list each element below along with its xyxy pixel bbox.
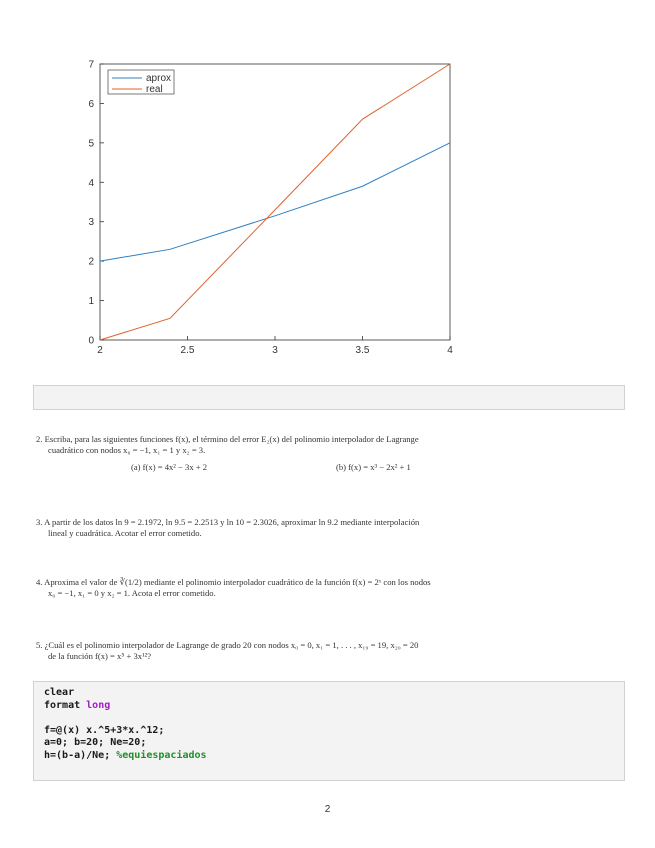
exercise-2-item-a: (a) f(x) = 4x² − 3x + 2: [131, 462, 208, 472]
code-cell[interactable]: [33, 681, 625, 781]
code-line-5: a=0; b=20; Ne=20;: [44, 737, 147, 748]
exercise-2: [36, 434, 596, 473]
exercise-5-line2: de la función f(x) = x⁵ + 3x¹²?: [48, 651, 152, 661]
y-tick-label: 2: [88, 256, 94, 268]
exercise-5: [36, 640, 596, 662]
code-format-arg: long: [86, 699, 111, 711]
code-line-6-code: h=(b-a)/Ne;: [44, 749, 117, 761]
y-tick-label: 5: [88, 138, 94, 150]
exercise-4: [36, 577, 596, 599]
y-tick-label: 4: [88, 177, 94, 189]
x-tick-label: 4: [447, 345, 453, 356]
plot-axes-box: [100, 64, 450, 340]
y-tick-label: 0: [88, 335, 94, 347]
page-number: 2: [324, 804, 331, 815]
code-line-1: clear: [44, 687, 75, 698]
x-tick-label: 2: [97, 345, 103, 356]
exercise-5-line1: 5. ¿Cuál es el polinomio interpolador de Lagrange de grado 20 con nodos x₀ = 0, x₁ = 1, . . . , x₁₉ = 19, x₂₀ = 20: [36, 640, 419, 650]
code-line-3: [44, 712, 614, 725]
y-tick-label: 3: [88, 217, 94, 229]
code-comment: %equiespaciados: [116, 749, 207, 761]
legend-label-aprox: aprox: [146, 73, 172, 84]
empty-output-cell[interactable]: [33, 385, 625, 410]
legend: [108, 70, 174, 95]
y-tick-label: 7: [88, 59, 94, 71]
code-line-4: f=@(x) x.^5+3*x.^12;: [44, 724, 165, 736]
exercise-4-line2: x₀ = −1, x₁ = 0 y x₂ = 1. Acota el error cometido.: [48, 588, 216, 598]
x-tick-label: 2.5: [180, 345, 195, 356]
code-keyword-format: format: [44, 699, 87, 711]
code-line-6: [44, 750, 614, 763]
exercise-3: [36, 517, 596, 539]
exercise-3-line2: lineal y cuadrática. Acotar el error cometido.: [48, 528, 202, 538]
y-tick-label: 1: [88, 296, 94, 308]
x-tick-label: 3.5: [355, 345, 370, 356]
exercise-3-line1: 3. A partir de los datos ln 9 = 2.1972, ln 9.5 = 2.2513 y ln 10 = 2.3026, aproximar ln 9.2 mediante interpolación: [36, 517, 420, 527]
y-tick-label: 6: [88, 98, 94, 110]
exercise-2-line2: cuadrático con nodos x₀ = −1, x₁ = 1 y x₂ = 3.: [48, 445, 206, 455]
exercise-2-items: [36, 462, 596, 473]
exercise-2-item-b: (b) f(x) = x³ − 2x² + 1: [336, 462, 411, 472]
legend-label-real: real: [146, 84, 163, 95]
line-chart: [70, 48, 470, 368]
exercise-4-line1: 4. Aproxima el valor de ∛(1/2) mediante el polinomio interpolador cuadrático de la función f(x) = 2ˣ con los nodos: [36, 577, 431, 587]
x-tick-label: 3: [272, 345, 278, 356]
exercise-2-line1: 2. Escriba, para las siguientes funciones f(x), el término del error E₂(x) del polinomio interpolador de Lagrange: [36, 434, 419, 444]
code-line-2: [44, 700, 614, 713]
